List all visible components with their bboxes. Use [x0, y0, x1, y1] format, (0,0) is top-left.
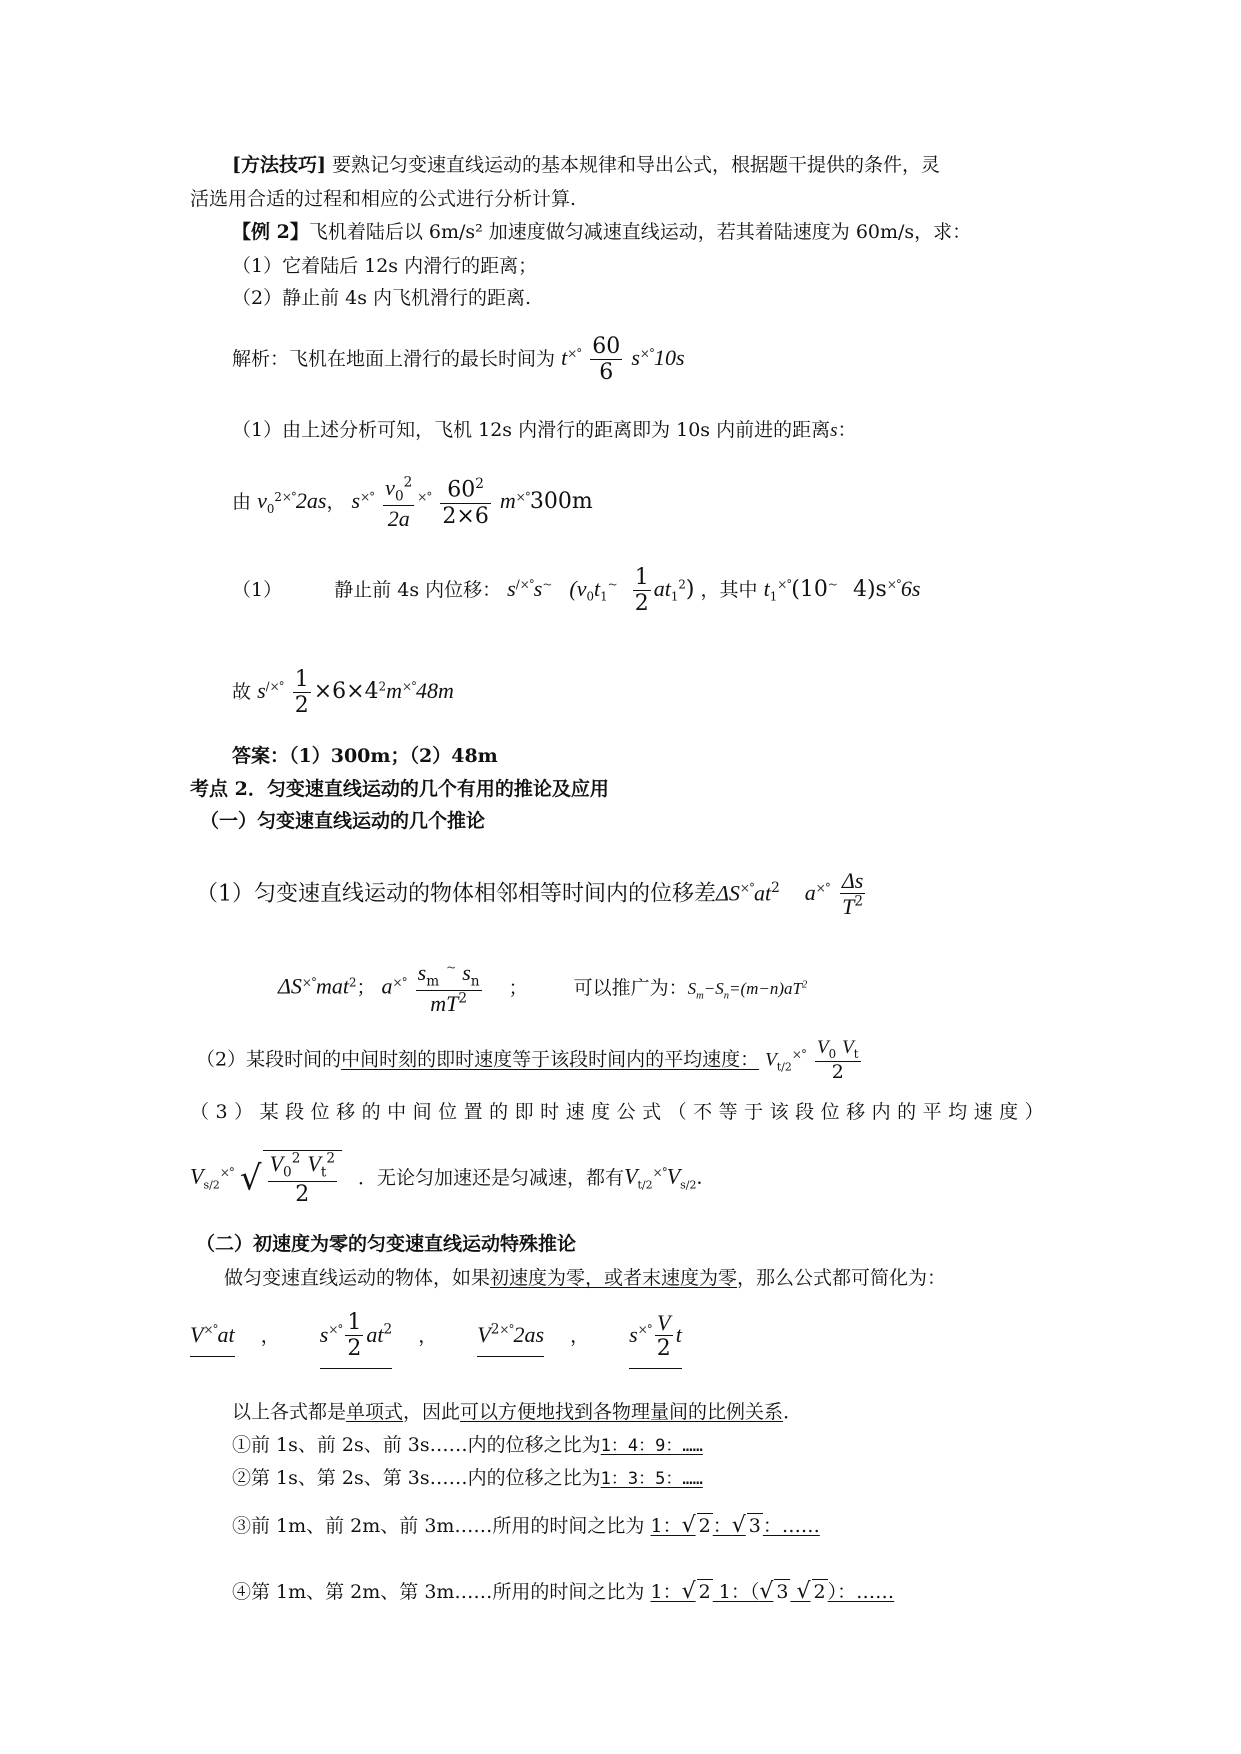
solution-t-unit: s — [631, 344, 640, 370]
part-2-v0: (v — [569, 575, 587, 601]
eq1-s: s — [351, 488, 361, 514]
rule-3-V: V — [190, 1163, 204, 1189]
single-underline-2: 可以方便地找到各物理量间的比例关系 — [460, 1401, 784, 1423]
rule-1b-a: a — [381, 973, 393, 999]
rule-1b-semicolon: ； — [508, 976, 528, 999]
method-line-1 — [232, 153, 940, 178]
part-2-fraction: $\frac{1}{2}$ — [634, 565, 649, 617]
part-2-t1: t — [763, 575, 770, 601]
solution-t-fraction: $\frac{60}{6}$ — [592, 334, 621, 386]
ratio-2-text: ②第 1s、第 2s、第 3s……内的位移之比为 — [232, 1467, 601, 1489]
rule-3-fraction: $\frac{V_0^2 V_t^2}{2}$ — [269, 1150, 335, 1208]
solution-intro: 解析：飞机在地面上滑行的最长时间为 — [232, 347, 556, 370]
ratio-3-value: 1：√ 2 ：√ 3 ：…… — [650, 1513, 820, 1538]
part-3-unit: m — [386, 677, 402, 703]
eq1-2as: 2as — [295, 488, 327, 514]
method-label: [方法技巧] — [232, 154, 326, 176]
kaodian-title: 考点 2．匀变速直线运动的几个有用的推论及应用 — [190, 778, 609, 800]
rule-1b: ΔS×°mat$^2$； a×° $\frac{s_m ^\sim s_n}{mT^2}$ ； 可以推广为：$S_m-S_n=(m-n)aT^2$ — [278, 960, 808, 1017]
rule-1-text: （1）匀变速直线运动的物体相邻相等时间内的位移差 — [196, 881, 716, 907]
single-term-line — [232, 1400, 802, 1425]
ratio-2-value: 1：3：5：…… — [600, 1469, 703, 1489]
example-question-1: （1）它着陆后 12s 内滑行的距离； — [232, 255, 538, 277]
ratio-4-text: ④第 1m、第 2m、第 3m……所用的时间之比为 — [232, 1581, 645, 1603]
solution-t-var: t — [561, 344, 568, 370]
formula-s-vt2: s×° $\frac{V}{2}$ t — [629, 1310, 682, 1369]
formula-s-half-at2: s×° $\frac{1}{2}$ $at^2$ — [320, 1310, 392, 1369]
method-line-2: 活选用合适的过程和相应的公式进行分析计算. — [190, 188, 577, 210]
kaodian-subtitle-2: （二）初速度为零的匀变速直线运动特殊推论 — [196, 1233, 577, 1255]
example-label: 【例 2】 — [232, 221, 309, 243]
ratio-4 — [232, 1578, 894, 1607]
rule-3-formula: $V_{s/2}^{\times^\circ}$ √ $\frac{V_0^2 V_t^2}{2}$ ．无论匀加速还是匀减速，都有$V_{t/2}^{\times^\circ}V_{s/2}$． — [190, 1150, 716, 1208]
eq1-prefix: 由 — [232, 491, 252, 514]
solution-part-1-var: s — [830, 420, 838, 441]
part-2-text: 静止前 4s 内位移： — [334, 578, 502, 601]
rule-2-V: V — [765, 1049, 777, 1071]
rule-1b-fraction: $\frac{s_m ^\sim s_n}{mT^2}$ — [417, 960, 480, 1017]
part-2-at: at — [653, 575, 671, 601]
single-underline-1: 单项式 — [346, 1401, 404, 1423]
ratio-1-text: ①前 1s、前 2s、前 3s……内的位移之比为 — [232, 1434, 601, 1456]
answer-line — [232, 744, 498, 769]
special-underline-2: 末速度为零 — [642, 1267, 738, 1289]
rule-2-fraction: $\frac{V_0 V_t}{2}$ — [817, 1037, 859, 1084]
eq1-fraction-1: $\frac{v_0^2}{2a}$ — [385, 474, 413, 532]
part-2-s: s — [507, 575, 516, 601]
rule-3-end: ． — [696, 1166, 716, 1189]
rule-1b-lhs: ΔS — [278, 973, 302, 999]
ratio-2 — [232, 1466, 703, 1491]
part-2-result: 6s — [900, 575, 921, 601]
special-intro-2: ，那么公式都可简化为： — [737, 1267, 947, 1289]
rule-2-underlined: 中间时刻的即时速度等于该段时间内的平均速度： — [341, 1048, 760, 1071]
special-underline-1: 初速度为零，或者 — [490, 1267, 643, 1289]
part-3-result: 48m — [416, 677, 454, 703]
ratio-1 — [232, 1433, 703, 1458]
special-intro-1: 做匀变速直线运动的物体，如果 — [224, 1267, 491, 1289]
example-line — [232, 220, 971, 245]
rule-1-a: a — [804, 880, 816, 906]
part-3-s: s — [257, 677, 266, 703]
eq1-fraction-2: $\frac{60^2}{2\times 6}$ — [442, 476, 489, 529]
rule-1-lhs: ΔS — [716, 880, 740, 906]
answer-label: 答案： — [232, 745, 290, 767]
rule-1b-rhs: mat — [315, 973, 349, 999]
rule-1b-general-label: 可以推广为： — [573, 976, 688, 999]
example-question-2: （2）静止前 4s 内飞机滑行的距离. — [232, 287, 532, 309]
rule-2-text: （2）某段时间的 — [196, 1048, 342, 1071]
single-text-2: ，因此 — [403, 1401, 461, 1423]
eq1-unit: m — [499, 488, 516, 514]
part-3-prefix: 故 — [232, 680, 252, 703]
part-3-expr: ×6×4 — [313, 678, 379, 704]
solution-intro-line: 解析：飞机在地面上滑行的最长时间为 t×° $\frac{60}{6}$ s×°10s — [232, 334, 685, 386]
formula-v2-2as: $V^{2\times^\circ}2as$ — [477, 1321, 544, 1358]
eq1-result: 300m — [529, 489, 593, 515]
solution-equation-1: 由 $v_0^{2\times^\circ}2as$， s×° $\frac{v_0^2}{2a}$ ×° $\frac{60^2}{2\times 6}$ m×°300m — [232, 474, 593, 532]
part-2-t1-rest: 4)s — [852, 576, 887, 602]
rule-2: （2）某段时间的中间时刻的即时速度等于该段时间内的平均速度： $V_{t/2}^{\times^\circ}$ $\frac{V_0 V_t}{2}$ — [196, 1037, 859, 1084]
part-3-fraction: $\frac{1}{2}$ — [294, 667, 309, 719]
ratio-4-value: 1：√ 2 1：（√ 3 √ 2 ）：…… — [650, 1579, 895, 1604]
solution-part-1 — [232, 418, 857, 444]
solution-t-result: 10s — [653, 344, 685, 370]
ratio-3-text: ③前 1m、前 2m、前 3m……所用的时间之比为 — [232, 1515, 645, 1537]
single-text-1: 以上各式都是 — [232, 1401, 347, 1423]
solution-part-2: （1） 静止前 4s 内位移： s/×°s~ ($v_0t_1^\sim$ $\frac{1}{2}$ $at_1^2$) ，其中 $t_1^{\times^\circ}(10^\sim$ 4)s×°6s — [232, 565, 921, 617]
ratio-3 — [232, 1512, 820, 1541]
special-formulas: V×°at ， s×° $\frac{1}{2}$ $at^2$ ， $V^{2\times^\circ}2as$ ， s×° $\frac{V}{2}$ t — [190, 1310, 682, 1369]
eq1-v0: v — [257, 488, 267, 514]
rule-3-text: （3）某段位移的中间位置的即时速度公式（不等于该段位移内的平均速度） — [190, 1101, 1051, 1123]
method-text-1: 要熟记匀变速直线运动的基本规律和导出公式，根据题干提供的条件，灵 — [332, 154, 941, 176]
answer-text: （1）300m；（2）48m — [289, 745, 498, 767]
kaodian-subtitle-1: （一）匀变速直线运动的几个推论 — [200, 810, 486, 832]
special-intro — [224, 1266, 946, 1291]
solution-part-1-text: （1）由上述分析可知，飞机 12s 内滑行的距离即为 10s 内前进的距离 — [232, 419, 831, 441]
rule-1-rhs: at — [753, 880, 772, 906]
formula-v-at: V×°at — [190, 1321, 235, 1358]
single-end: ． — [783, 1401, 803, 1423]
part-2-where: ，其中 — [700, 578, 758, 601]
rule-1-fraction: $\frac{\Delta s}{T^2}$ — [841, 868, 864, 920]
ratio-1-value: 1：4：9：…… — [600, 1436, 703, 1456]
solution-part-1-end: ： — [837, 419, 857, 441]
part-2-label: （1） — [232, 578, 283, 601]
rule-3-note: ．无论匀加速还是匀减速，都有 — [358, 1166, 625, 1189]
solution-part-3: 故 s/×° $\frac{1}{2}$ $\times 6\times 4^2m^{\times^\circ}48m$ — [232, 667, 454, 719]
rule-1: （1）匀变速直线运动的物体相邻相等时间内的位移差$\Delta S^{\times^\circ}at^2$ a×° $\frac{\Delta s}{T^2}$ — [196, 868, 864, 920]
example-text: 飞机着陆后以 6m/s² 加速度做匀减速直线运动，若其着陆速度为 60m/s，求： — [308, 221, 972, 243]
part-2-t1-value: (10 — [791, 576, 828, 602]
rule-1b-general: $S_m-S_n=(m-n)aT^2$ — [687, 978, 808, 1002]
